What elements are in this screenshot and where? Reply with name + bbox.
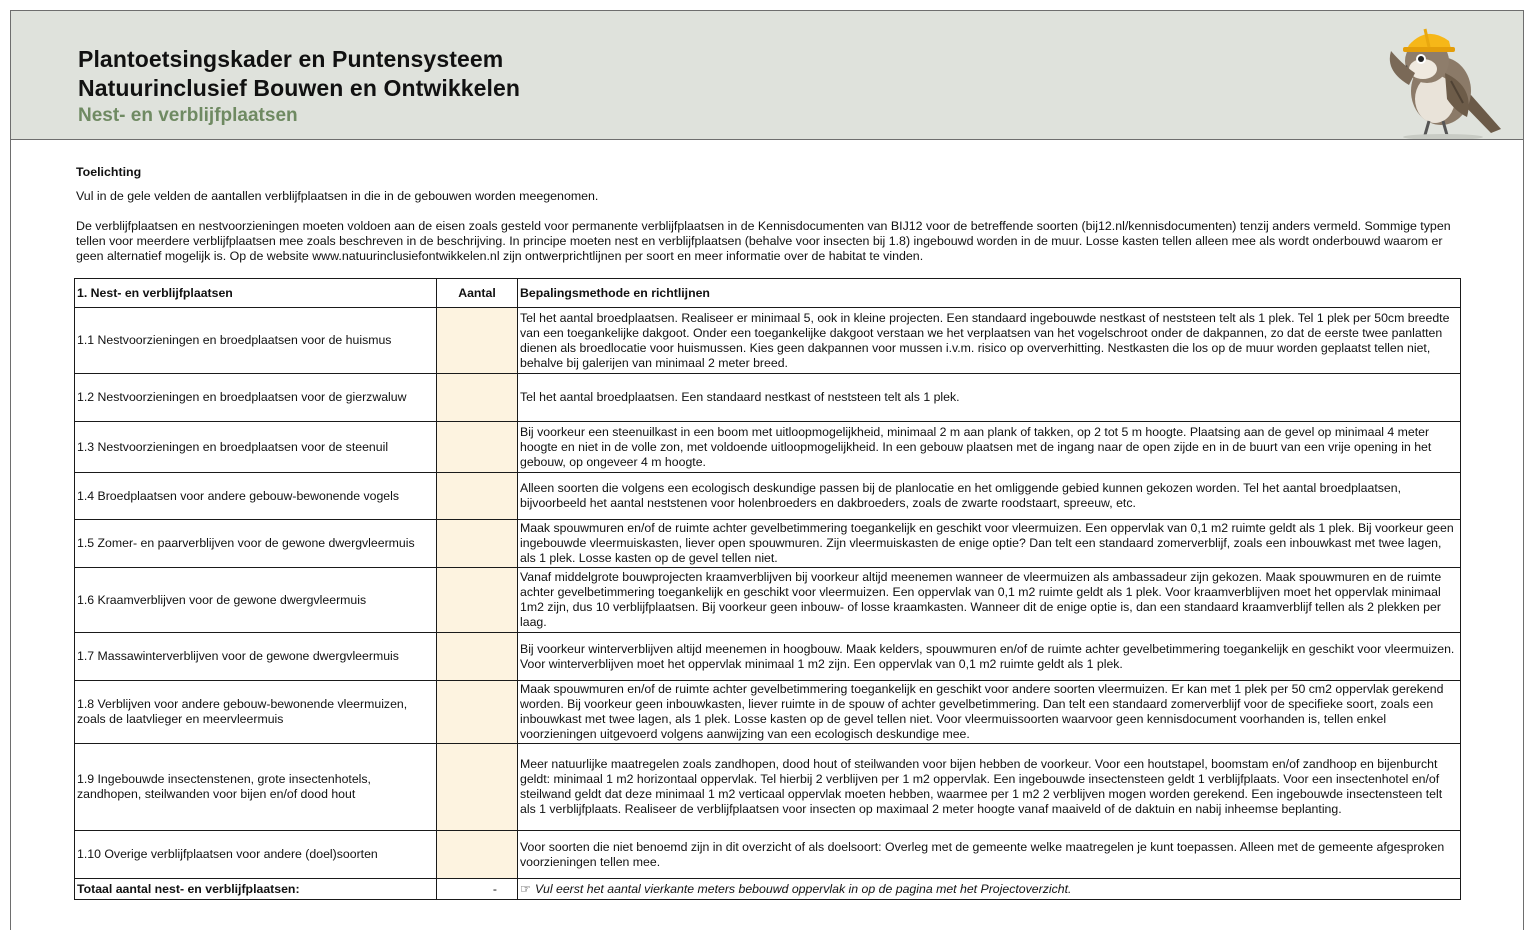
count-input-cell[interactable] — [437, 568, 518, 633]
row-guideline: Voor soorten die niet benoemd zijn in dit overzicht of als doelsoort: Overleg met de gemeente welke maatregelen je kunt toepassen. Alleen met de gemeente afgesproken voorzieningen tellen mee. — [518, 831, 1461, 879]
row-label: 1.3 Nestvoorzieningen en broedplaatsen voor de steenuil — [75, 422, 437, 473]
total-label: Totaal aantal nest- en verblijfplaatsen: — [75, 879, 437, 900]
row-guideline: Bij voorkeur een steenuilkast in een boom met uitloopmogelijkheid, minimaal 2 m aan plank of takken, op 2 tot 5 m hoogte. Plaatsing aan de gevel op minimaal 4 meter hoogte en niet in de volle zon, met voldoende uitloopmogelijkheid. In een gebouw plaatsen met de ingang naar de open zijde en in de buurt van een vrije opening in het gebouw, op ongeveer 4 m hoogte. — [518, 422, 1461, 473]
nest-places-table — [74, 278, 1461, 900]
page-subtitle: Nest- en verblijfplaatsen — [78, 105, 298, 126]
count-input-cell[interactable] — [437, 374, 518, 422]
table-row — [75, 520, 1461, 568]
table-row — [75, 744, 1461, 831]
row-guideline: Maak spouwmuren en/of de ruimte achter gevelbetimmering toegankelijk en geschikt voor vleermuizen. Een oppervlak van 0,1 m2 ruimte geldt als 1 plek. Bij voorkeur geen ingebouwde vleermuiskasten, liever open spouwmuren. Zijn vleermuiskasten de enige optie? Dan telt een standaard zomerverblijf, zoals een inbouwkast met twee lagen, als 1 plek. Losse kasten op de gevel tellen niet. — [518, 520, 1461, 568]
total-value: - — [437, 879, 518, 900]
row-guideline: Maak spouwmuren en/of de ruimte achter gevelbetimmering toegankelijk en geschikt voor andere soorten vleermuizen. Er kan met 1 plek per 50 cm2 oppervlak gerekend worden. Bij voorkeur geen inbouwkasten, liever ruimte in de spouw of achter gevelbetimmering. Dan telt een standaard zomerverblijf voor de specifieke soort, zoals een inbouwkast met twee lagen, als 1 plek. Losse kasten op de gevel tellen niet. Voor vleermuissoorten waarvoor geen kennisdocument voorhanden is, tellen enkel voorzieningen uitgevoerd volgens aanwijzing van een ecologisch deskundige mee. — [518, 681, 1461, 744]
table-row — [75, 681, 1461, 744]
intro-paragraph-2: De verblijfplaatsen en nestvoorzieningen moeten voldoen aan de eisen zoals gesteld voor permanente verblijfplaatsen in de Kennisdocumenten van BIJ12 voor de betreffende soorten (bij12.nl/kennisdocumenten) tenzij anders vermeld. Sommige typen tellen voor meerdere verblijfplaatsen mee zoals beschreven in de beschrijving. In principe moeten nest en verblijfplaatsen (behalve voor insecten bij 1.8) ingebouwd worden in de muur. Losse kasten tellen alleen mee als wordt onderbouwd waarom er geen alternatief mogelijk is. Op de website www.natuurinclusiefontwikkelen.nl zijn ontwerprichtlijnen per soort en meer informatie over de habitat te vinden. — [76, 219, 1451, 263]
row-label: 1.10 Overige verblijfplaatsen voor andere (doel)soorten — [75, 831, 437, 879]
row-guideline: Vanaf middelgrote bouwprojecten kraamverblijven bij voorkeur altijd meenemen wanneer de vleermuizen als ambassadeur zijn gekozen. Maak spouwmuren en de ruimte achter gevelbetimmering toegankelijk en geschikt voor vleermuizen. Een oppervlak van 0,1 m2 ruimte geldt als 1 plek. Voor kraamverblijven moet het oppervlak minimaal 1m2 zijn, dus 10 verblijfplaatsen. Bij voorkeur geen inbouw- of losse kraamkasten. Wanneer dit de enige optie is, dan een standaard kraamverblijf tellen als 2 plekken per laag. — [518, 568, 1461, 633]
count-input-cell[interactable] — [437, 744, 518, 831]
pointing-hand-icon: ☞ — [520, 881, 532, 896]
table-header-row — [75, 279, 1461, 308]
table-row — [75, 374, 1461, 422]
sparrow-mascot-icon — [1363, 21, 1503, 139]
total-row — [75, 879, 1461, 900]
row-label: 1.6 Kraamverblijven voor de gewone dwergvleermuis — [75, 568, 437, 633]
worksheet — [10, 10, 1524, 930]
table-row — [75, 633, 1461, 681]
count-input-cell[interactable] — [437, 473, 518, 520]
row-guideline: Tel het aantal broedplaatsen. Een standaard nestkast of neststeen telt als 1 plek. — [518, 374, 1461, 422]
row-guideline: Alleen soorten die volgens een ecologisch deskundige passen bij de planlocatie en het omliggende gebied kunnen gekozen worden. Tel het aantal broedplaatsen, bijvoorbeeld het aantal neststenen voor holenbroeders en dakbroeders, zoals de zwarte roodstaart, spreeuw, etc. — [518, 473, 1461, 520]
row-guideline: Meer natuurlijke maatregelen zoals zandhopen, dood hout of steilwanden voor bijen hebben de voorkeur. Voor een houtstapel, boomstam en/of zandhoop en bijenburcht geldt: minimaal 1 m2 horizontaal oppervlak. Tel hierbij 2 verblijven per 1 m2 oppervlak. Een ingebouwde insectensteen geldt 1 verblijfplaats. Voor een insectenhotel en/of steilwand geldt dat deze minimaal 1 m2 verticaal oppervlak moeten hebben, waarmee per 1 m2 2 verblijven mogen worden gerekend. Een ingebouwde insectensteen telt als 1 verblijfplaats. Realiseer de verblijfplaatsen voor insecten op maximaal 2 meter hoogte vanaf maaiveld of de daktuin en nabij inheemse beplanting. — [518, 744, 1461, 831]
table-row — [75, 422, 1461, 473]
total-note-text: Vul eerst het aantal vierkante meters bebouwd oppervlak in op de pagina met het Projectoverzicht. — [535, 881, 1072, 896]
count-input-cell[interactable] — [437, 681, 518, 744]
count-input-cell[interactable] — [437, 633, 518, 681]
intro-heading: Toelichting — [76, 165, 142, 179]
row-label: 1.5 Zomer- en paarverblijven voor de gewone dwergvleermuis — [75, 520, 437, 568]
page-header — [11, 11, 1523, 140]
intro-paragraph-1: Vul in de gele velden de aantallen verblijfplaatsen in die in de gebouwen worden meegenomen. — [76, 189, 599, 203]
table-row — [75, 308, 1461, 374]
count-input-cell[interactable] — [437, 308, 518, 374]
row-guideline: Bij voorkeur winterverblijven altijd meenemen in hoogbouw. Maak kelders, spouwmuren en/of de ruimte achter gevelbetimmering toegankelijk en geschikt voor vleermuizen. Voor winterverblijven moet het oppervlak minimaal 1 m2 zijn. Een oppervlak van 0,1 m2 ruimte geldt als 1 plek. — [518, 633, 1461, 681]
page-title-line1: Plantoetsingskader en Puntensysteem — [78, 46, 504, 72]
count-input-cell[interactable] — [437, 422, 518, 473]
table-row — [75, 473, 1461, 520]
row-label: 1.7 Massawinterverblijven voor de gewone dwergvleermuis — [75, 633, 437, 681]
table-row — [75, 831, 1461, 879]
total-note — [518, 879, 1461, 900]
row-label: 1.8 Verblijven voor andere gebouw-bewonende vleermuizen, zoals de laatvlieger en meervleermuis — [75, 681, 437, 744]
row-label: 1.2 Nestvoorzieningen en broedplaatsen voor de gierzwaluw — [75, 374, 437, 422]
header-count: Aantal — [437, 279, 518, 308]
row-label: 1.4 Broedplaatsen voor andere gebouw-bewonende vogels — [75, 473, 437, 520]
table-row — [75, 568, 1461, 633]
header-guidelines: Bepalingsmethode en richtlijnen — [518, 279, 1461, 308]
row-label: 1.9 Ingebouwde insectenstenen, grote insectenhotels, zandhopen, steilwanden voor bijen en/of dood hout — [75, 744, 437, 831]
count-input-cell[interactable] — [437, 831, 518, 879]
page-title-line2: Natuurinclusief Bouwen en Ontwikkelen — [78, 75, 521, 101]
row-label: 1.1 Nestvoorzieningen en broedplaatsen voor de huismus — [75, 308, 437, 374]
row-guideline: Tel het aantal broedplaatsen. Realiseer er minimaal 5, ook in kleine projecten. Een standaard ingebouwde nestkast of neststeen telt als 1 plek. Tel 1 plek per 50cm breedte van een toegankelijke dakgoot. Onder een toegankelijke dakgoot verstaan we het verplaatsen van het vogelschroot onder de dakpannen, zo dat de eerste twee panlatten dienen als broedlocatie voor huismussen. Kies geen dakpannen voor mussen i.v.m. risico op oververhitting. Nestkasten die los op de muur worden geplaatst tellen niet, behalve bij galerijen van minimaal 2 meter breed. — [518, 308, 1461, 374]
header-category: 1. Nest- en verblijfplaatsen — [75, 279, 437, 308]
count-input-cell[interactable] — [437, 520, 518, 568]
